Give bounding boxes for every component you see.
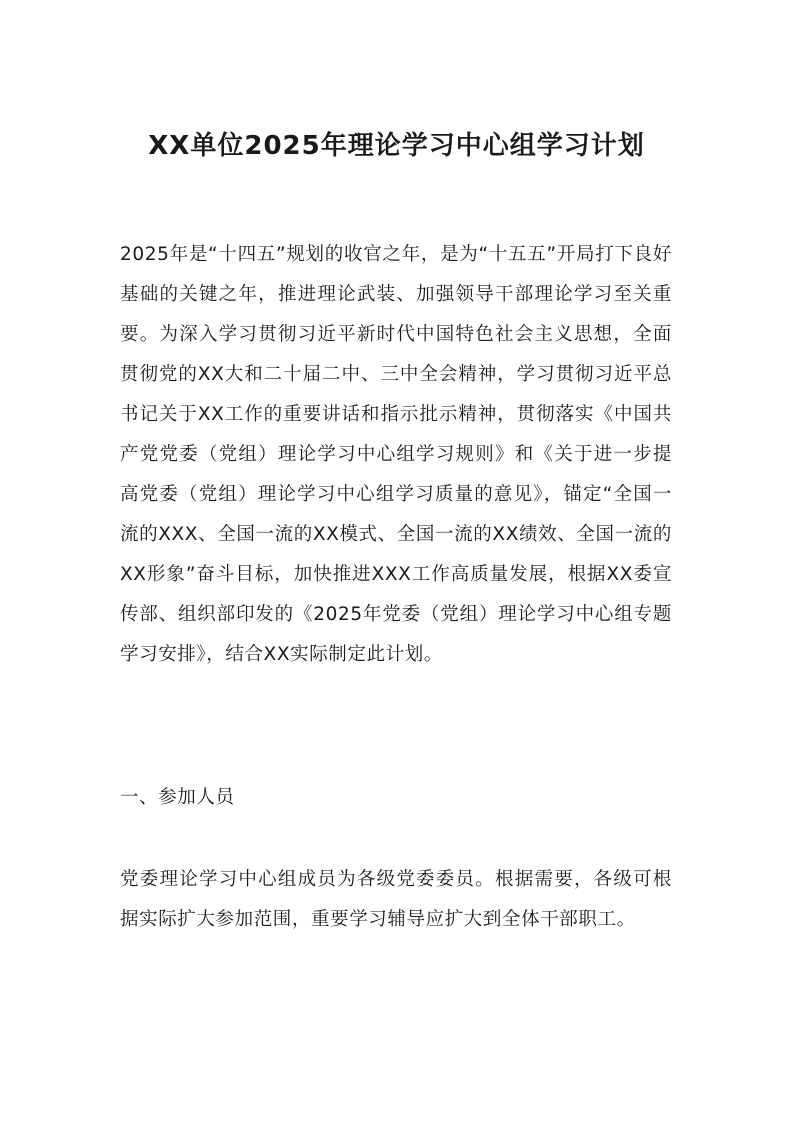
participants-paragraph: 党委理论学习中心组成员为各级党委委员。根据需要，各级可根据实际扩大参加范围，重要学习辅导应扩大到全体干部职工。: [120, 869, 672, 930]
document-title: XX单位2025年理论学习中心组学习计划: [148, 131, 645, 161]
intro-paragraph: 2025年是“十四五”规划的收官之年，是为“十五五”开局打下良好基础的关键之年，推进理论武装、加强领导干部理论学习至关重要。为深入学习贯彻习近平新时代中国特色社会主义思想，全面贯彻党的XX大和二十届二中、三中全会精神，学习贯彻习近平总书记关于XX工作的重要讲话和指示批示精神，贯彻落实《中国共产党党委（党组）理论学习中心组学习规则》和《关于进一步提高党委（党组）理论学习中心组学习质量的意见》，锚定“全国一流的XXX、全国一流的XX模式、全国一流的XX绩效、全国一流的XX形象”奋斗目标，加快推进XXX工作高质量发展，根据XX委宣传部、组织部印发的《2025年党委（党组）理论学习中心组专题学习安排》，结合XX实际制定此计划。: [120, 244, 672, 665]
section-heading-participants: 一、参加人员: [120, 787, 235, 808]
